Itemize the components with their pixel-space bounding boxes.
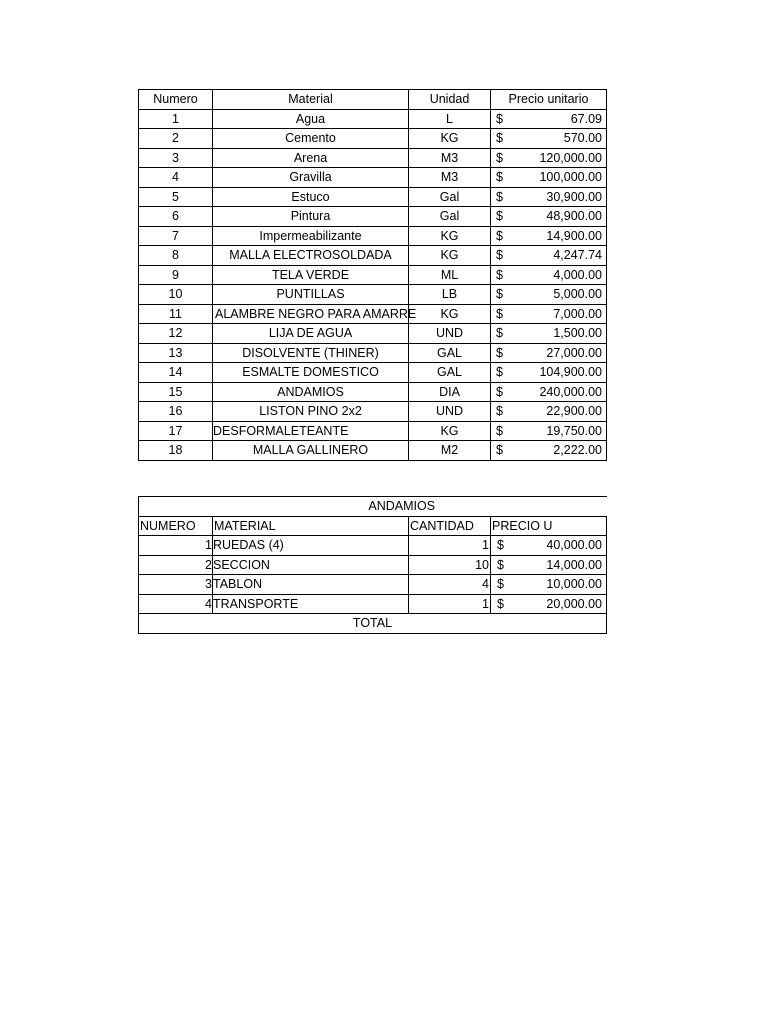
table-row	[139, 536, 607, 556]
cell-material: ANDAMIOS	[213, 382, 409, 402]
cell-precio	[491, 594, 607, 614]
cell-material: Impermeabilizante	[213, 226, 409, 246]
header-precio-u: PRECIO U	[491, 516, 607, 536]
cell-unidad: KG	[409, 129, 491, 149]
price-value: 240,000.00	[539, 384, 602, 399]
cell-unidad: GAL	[409, 363, 491, 383]
table-row	[139, 421, 607, 441]
table-row	[139, 324, 607, 344]
table-row	[139, 226, 607, 246]
cell-numero: 8	[139, 246, 213, 266]
price-value: 10,000.00	[546, 577, 602, 591]
cell-unidad: GAL	[409, 343, 491, 363]
currency-symbol: $	[496, 423, 503, 438]
cell-material: Pintura	[213, 207, 409, 227]
cell-material: ESMALTE DOMESTICO	[213, 363, 409, 383]
price-value: 30,900.00	[546, 189, 602, 204]
currency-symbol: $	[497, 557, 504, 572]
table-row	[139, 382, 607, 402]
table-row	[139, 148, 607, 168]
cell-numero: 9	[139, 265, 213, 285]
price-value: 1,500.00	[553, 326, 602, 340]
currency-symbol: $	[496, 267, 503, 282]
table-row	[139, 441, 607, 461]
table-row	[139, 594, 607, 614]
table-row	[139, 109, 607, 129]
header-material: Material	[213, 90, 409, 110]
cell-unidad: LB	[409, 285, 491, 305]
currency-symbol: $	[497, 596, 504, 611]
cell-numero: 10	[139, 285, 213, 305]
currency-symbol: $	[496, 326, 503, 340]
price-value: 67.09	[570, 111, 602, 126]
cell-cantidad: 1	[409, 536, 491, 556]
currency-symbol: $	[496, 131, 503, 145]
price-value: 120,000.00	[539, 150, 602, 165]
currency-symbol: $	[497, 538, 504, 552]
cell-numero: 15	[139, 382, 213, 402]
currency-symbol: $	[496, 170, 503, 184]
table-row	[139, 265, 607, 285]
currency-symbol: $	[496, 443, 503, 457]
currency-symbol: $	[496, 248, 503, 262]
cell-unidad: KG	[409, 421, 491, 441]
cell-unidad: L	[409, 109, 491, 129]
header-unidad: Unidad	[409, 90, 491, 110]
cell-unidad: KG	[409, 304, 491, 324]
cell-numero: 17	[139, 421, 213, 441]
currency-symbol: $	[496, 365, 503, 379]
cell-precio	[491, 246, 607, 266]
cell-precio	[491, 168, 607, 188]
currency-symbol: $	[496, 189, 503, 204]
cell-material: MALLA GALLINERO	[213, 441, 409, 461]
cell-precio	[491, 207, 607, 227]
cell-material: LISTON PINO 2x2	[213, 402, 409, 422]
andamios-total-row	[139, 614, 607, 634]
price-value: 14,000.00	[546, 557, 602, 572]
cell-cantidad: 4	[409, 575, 491, 595]
table-row	[139, 207, 607, 227]
cell-numero: 16	[139, 402, 213, 422]
price-value: 5,000.00	[553, 287, 602, 301]
cell-material: TELA VERDE	[213, 265, 409, 285]
cell-precio	[491, 575, 607, 595]
total-label: TOTAL	[139, 614, 607, 634]
table-row	[139, 555, 607, 575]
cell-numero: 13	[139, 343, 213, 363]
price-value: 570.00	[563, 131, 602, 145]
price-value: 2,222.00	[553, 443, 602, 457]
cell-unidad: UND	[409, 402, 491, 422]
header-numero: Numero	[139, 90, 213, 110]
cell-numero: 6	[139, 207, 213, 227]
cell-precio	[491, 148, 607, 168]
header-cantidad: CANTIDAD	[409, 516, 491, 536]
table-row	[139, 304, 607, 324]
cell-material: PUNTILLAS	[213, 285, 409, 305]
currency-symbol: $	[496, 228, 503, 243]
table-row	[139, 285, 607, 305]
price-value: 104,900.00	[539, 365, 602, 379]
cell-precio	[491, 441, 607, 461]
cell-precio	[491, 324, 607, 344]
table-row	[139, 168, 607, 188]
cell-material: SECCION	[213, 555, 409, 575]
cell-numero: 18	[139, 441, 213, 461]
andamios-title: ANDAMIOS	[139, 497, 607, 517]
cell-precio	[491, 285, 607, 305]
cell-precio	[491, 226, 607, 246]
cell-cantidad: 10	[409, 555, 491, 575]
currency-symbol: $	[496, 306, 503, 321]
cell-unidad: ML	[409, 265, 491, 285]
header-precio-unitario: Precio unitario	[491, 90, 607, 110]
currency-symbol: $	[496, 404, 503, 418]
cell-material: ALAMBRE NEGRO PARA AMARRE	[213, 304, 409, 324]
cell-numero: 2	[139, 129, 213, 149]
cell-numero: 5	[139, 187, 213, 207]
cell-numero: 7	[139, 226, 213, 246]
cell-material: RUEDAS (4)	[213, 536, 409, 556]
cell-unidad: Gal	[409, 187, 491, 207]
table-row	[139, 187, 607, 207]
cell-unidad: DIA	[409, 382, 491, 402]
cell-numero: 2	[139, 555, 213, 575]
cell-numero: 14	[139, 363, 213, 383]
cell-material: DISOLVENTE (THINER)	[213, 343, 409, 363]
table-row	[139, 363, 607, 383]
cell-unidad: KG	[409, 246, 491, 266]
cell-precio	[491, 129, 607, 149]
cell-numero: 3	[139, 575, 213, 595]
cell-cantidad: 1	[409, 594, 491, 614]
cell-material: Cemento	[213, 129, 409, 149]
cell-precio	[491, 265, 607, 285]
header-material: MATERIAL	[213, 516, 409, 536]
cell-material: DESFORMALETEANTE	[213, 421, 409, 441]
cell-numero: 3	[139, 148, 213, 168]
price-value: 14,900.00	[546, 228, 602, 243]
table-row	[139, 575, 607, 595]
price-value: 20,000.00	[546, 596, 602, 611]
price-value: 7,000.00	[553, 306, 602, 321]
cell-numero: 11	[139, 304, 213, 324]
cell-numero: 1	[139, 536, 213, 556]
table-row	[139, 402, 607, 422]
cell-material: Gravilla	[213, 168, 409, 188]
currency-symbol: $	[496, 150, 503, 165]
cell-unidad: M3	[409, 168, 491, 188]
cell-precio	[491, 555, 607, 575]
price-value: 19,750.00	[546, 423, 602, 438]
price-value: 48,900.00	[546, 209, 602, 223]
materials-table	[138, 89, 607, 461]
cell-precio	[491, 343, 607, 363]
andamios-header-row	[139, 516, 607, 536]
cell-precio	[491, 363, 607, 383]
andamios-title-row	[139, 497, 607, 517]
currency-symbol: $	[496, 345, 503, 360]
price-value: 27,000.00	[546, 345, 602, 360]
cell-precio	[491, 187, 607, 207]
table-row	[139, 246, 607, 266]
cell-precio	[491, 109, 607, 129]
andamios-table	[138, 496, 607, 634]
cell-material: LIJA DE AGUA	[213, 324, 409, 344]
price-value: 4,000.00	[553, 267, 602, 282]
cell-precio	[491, 421, 607, 441]
cell-material: Agua	[213, 109, 409, 129]
cell-numero: 1	[139, 109, 213, 129]
cell-material: Arena	[213, 148, 409, 168]
cell-numero: 4	[139, 594, 213, 614]
cell-precio	[491, 402, 607, 422]
currency-symbol: $	[496, 384, 503, 399]
currency-symbol: $	[496, 209, 503, 223]
cell-numero: 12	[139, 324, 213, 344]
currency-symbol: $	[496, 287, 503, 301]
cell-unidad: M2	[409, 441, 491, 461]
materials-table-body	[139, 90, 607, 461]
currency-symbol: $	[497, 577, 504, 591]
andamios-table-body	[139, 497, 607, 634]
header-numero: NUMERO	[139, 516, 213, 536]
cell-precio	[491, 304, 607, 324]
cell-precio	[491, 536, 607, 556]
cell-numero: 4	[139, 168, 213, 188]
cell-precio	[491, 382, 607, 402]
table-row	[139, 129, 607, 149]
cell-unidad: UND	[409, 324, 491, 344]
cell-material: MALLA ELECTROSOLDADA	[213, 246, 409, 266]
price-value: 40,000.00	[546, 538, 602, 552]
table-row	[139, 343, 607, 363]
cell-material: Estuco	[213, 187, 409, 207]
cell-material: TRANSPORTE	[213, 594, 409, 614]
cell-unidad: Gal	[409, 207, 491, 227]
price-value: 100,000.00	[539, 170, 602, 184]
materials-header-row	[139, 90, 607, 110]
cell-unidad: M3	[409, 148, 491, 168]
price-value: 4,247.74	[553, 248, 602, 262]
price-value: 22,900.00	[546, 404, 602, 418]
cell-unidad: KG	[409, 226, 491, 246]
cell-material: TABLON	[213, 575, 409, 595]
currency-symbol: $	[496, 111, 503, 126]
